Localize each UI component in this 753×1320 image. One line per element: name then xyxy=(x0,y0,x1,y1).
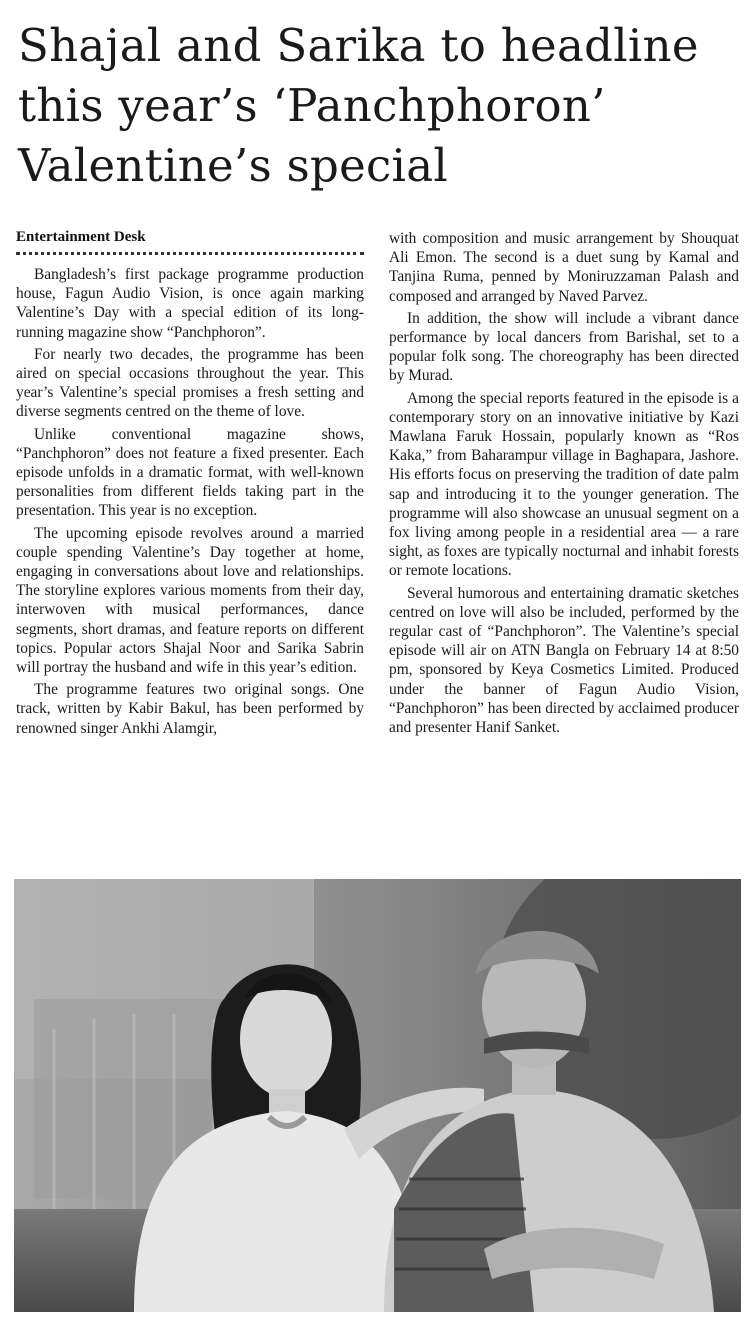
paragraph: Among the special reports featured in the episode is a contemporary story on an innovative initiative by Kazi Mawlana Faruk Hossain, popularly known as “Ros Kaka,” from Baharampur village in Baghapara, Jashore. His efforts focus on preserving the tradition of date palm sap and introducing it to the younger generation. The programme will also showcase an unusual segment on a fox living among people in a residential area — a rare sight, as foxes are typically nocturnal and inhabit forests or remote locations. xyxy=(389,389,739,580)
photo-illustration xyxy=(14,879,741,1312)
headline-line-3: Valentine’s special xyxy=(18,139,449,192)
paragraph: Unlike conventional magazine shows, “Panchphoron” does not feature a fixed presenter. Each episode unfolds in a dramatic format, with well-known personalities from different fields taking part in the presentation. This year is no exception. xyxy=(16,425,364,520)
paragraph: The programme features two original songs. One track, written by Kabir Bakul, has been performed by renowned singer Ankhi Alamgir, xyxy=(16,681,364,737)
paragraph: Several humorous and entertaining dramatic sketches centred on love will also be included, performed by the regular cast of “Panchphoron”. The Valentine’s special episode will air on ATN Bangla on February 14 at 8:50 pm, sponsored by Keya Cosmetics Limited. Produced under the banner of Fagun Audio Vision, “Panchphoron” has been directed by acclaimed producer and presenter Hanif Sanket. xyxy=(389,584,739,737)
article-column-left xyxy=(16,265,364,741)
article-photo xyxy=(14,879,741,1312)
byline-divider xyxy=(16,252,364,255)
byline: Entertainment Desk xyxy=(16,229,146,245)
paragraph: Bangladesh’s first package programme production house, Fagun Audio Vision, is once again marking Valentine’s Day with a special edition of its long-running magazine show “Panchphoron”. xyxy=(16,266,364,341)
paragraph: The upcoming episode revolves around a married couple spending Valentine’s Day together at home, engaging in conversations about love and relationships. The storyline explores various moments from their day, interwoven with musical performances, dance segments, short dramas, and feature reports on different topics. Popular actors Shajal Noor and Sarika Sabrin will portray the husband and wife in this year’s edition. xyxy=(16,524,364,677)
headline xyxy=(18,16,743,196)
paragraph: For nearly two decades, the programme has been aired on special occasions throughout the year. This year’s Valentine’s special promises a fresh setting and diverse segments centred on the theme of love. xyxy=(16,345,364,421)
headline-line-1: Shajal and Sarika to headline xyxy=(18,19,699,72)
article-column-right xyxy=(389,229,739,740)
paragraph: with composition and music arrangement by Shouquat Ali Emon. The second is a duet sung by Kamal and Tanjina Ruma, penned by Moniruzzaman Palash and composed and arranged by Naved Parvez. xyxy=(389,230,739,305)
paragraph: In addition, the show will include a vibrant dance performance by local dancers from Barishal, set to a popular folk song. The choreography has been directed by Murad. xyxy=(389,309,739,385)
headline-line-2: this year’s ‘Panchphoron’ xyxy=(18,79,606,132)
